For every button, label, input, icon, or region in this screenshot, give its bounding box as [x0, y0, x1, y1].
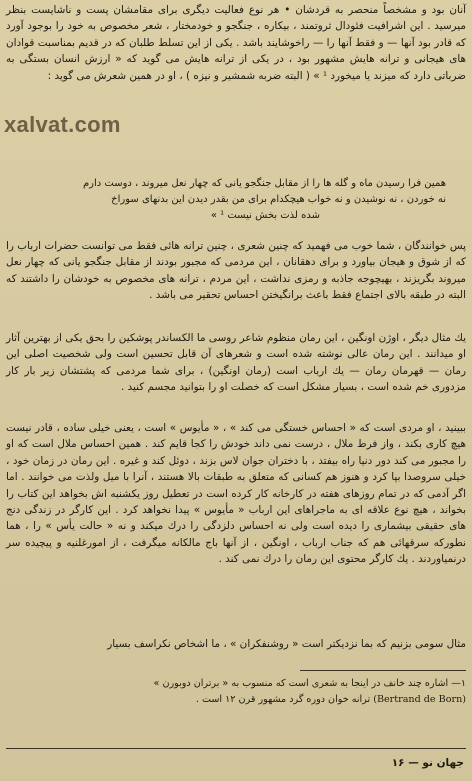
paragraph-onegin: یك مثال دیگر ، اوژن اونگین ، این رمان منظوم شاعر روسی ما الکساندر پوشکین را بحق یکی از بهترین آثار او میدانند . این رمان عالی نوشته شده است و شعرهای آن قابل تحسین است ولی شخصیت اصلی این رمان — قهرمان رمان — یك ارباب است (رمان اونگین) ، برای شما مردمی که پشتشان زیر بار کار مزدوری خم شده است ، بسیار مشکل است که خصلت او را بتوانید مجسم کنید .: [6, 332, 466, 394]
paragraph-intro: آنان بود و مشخصاً منحصر به قردشان • هر نوع فعالیت دیگری برای مقامشان پست و ناشایست بنظر میرسید . این اشرافیت فئودال ثروتمند ، بیکاره ، جنگجو و خودمختار ، شعر مخصوص به خود را بوجود آورد که قادر بود آنها — و فقط آنها را — راخوشایند باشد . یکی از این تسلط طلبان که در قدیم بمناسبت قوادان های هیجانی و ترانه هایش مشهور بود ، در یکی از ترانه هایش می گوید که « ارزش انسان بستگی به ضرباتی دارد که میزند یا میخورد ¹ » ( البته ضربه شمشیر و نیزه ) ، او در همین شعرش می گوید :: [6, 4, 466, 82]
footnote-latin-name: (Bertrand de Born): [373, 694, 466, 705]
paragraph-hunting-songs: پس خوانندگان ، شما خوب می فهمید که چنین شعری ، چنین ترانه هائی فقط می توانست حضرات ارباب را که از شوق و هیجان بیاورد و برای دهقانان ، این مردمی که مجبور بودند از مقابل جنگجو یانی که چهار نعل میروند بگریزند ، بهیچوجه جاذبه و رمزی نداشت ، این مردم ، ترانه های مخصوص به خودشان را داشتند که البته در طبقه بالای اجتماع فقط باعث برانگیختن احساس تحقیر می باشد .: [6, 240, 466, 302]
footnote: [6, 676, 466, 708]
quote-line-3: شده لذت بخش نیست ¹ »: [210, 210, 320, 221]
footer-rule: [6, 748, 466, 749]
footnote-line-1: ۱— اشاره چند خانف در اینجا به شعری است که منسوب به « برتران دوبورن »: [153, 678, 466, 689]
watermark: xalvat.com: [4, 112, 121, 137]
paragraph-boredom: ببینید ، او مردی است که « احساس خستگی می کند » ، « مأیوس » است ، یعنی خیلی ساده ، قادر نیست هیچ کاری بکند ، واز فرط ملال ، درست نمی داند خودش را کجا قایم کند . همین احساس ملال است که او را مجبور می کند دور دنیا راه بیفتد ، با دختران جوان لاس بزند ، دوئل کند و غیره . این رمان در زمان خود ، خیلی سروصدا بپا کرد و هنوز هم کسانی که متعلق به طبقات بالا هستند ، آنرا با میل ولذت می خوانند . اما اگر آدمی که در تمام روزهای هفته در کارخانه کار کرده است در تعطیل روز یکشنبه اش بخواهد این کتاب را بخواند ، هیچ نوع علاقه ای به ماجراهای این ارباب « مأیوس » پیدا نخواهد کرد . این کارگر در زندگی دنج های حقیقی بیشماری را دیده است ولی نه احساس دلزدگی را درك میکند و نه « حالت یأس » را ، هما نطورکه سرقهائی هم که جناب ارباب ، اونگین ، از آنها باج مالکانه میگرفت ، از امورغلنیه و پیچیده سر درنمیاوردند . یك کارگر محتوی این رمان را درك نمی کند .: [6, 422, 466, 566]
quote-line-1: همین فرا رسیدن ماه و گله ها را از مقابل جنگجو یانی که چهار نعل میروند ، دوست دارم: [82, 178, 446, 189]
quote-line-2: نه خوردن ، نه نوشیدن و نه خواب هیچکدام برای من بقدر دیدن این بدنهای سوراخ: [111, 194, 446, 205]
footnote-line-2-text: ترانه خوان دوره گرد مشهور قرن ۱۲ است .: [195, 694, 371, 705]
paragraph-third-example: مثال سومی بزنیم که بما نزدیکتر است « روشنفکران » ، ما اشخاص نکراسف بسیار: [107, 638, 466, 650]
footnote-line-2: [6, 692, 466, 708]
footnote-rule: [300, 670, 466, 671]
page-footer: جهان نو — ۱۶: [391, 757, 464, 769]
